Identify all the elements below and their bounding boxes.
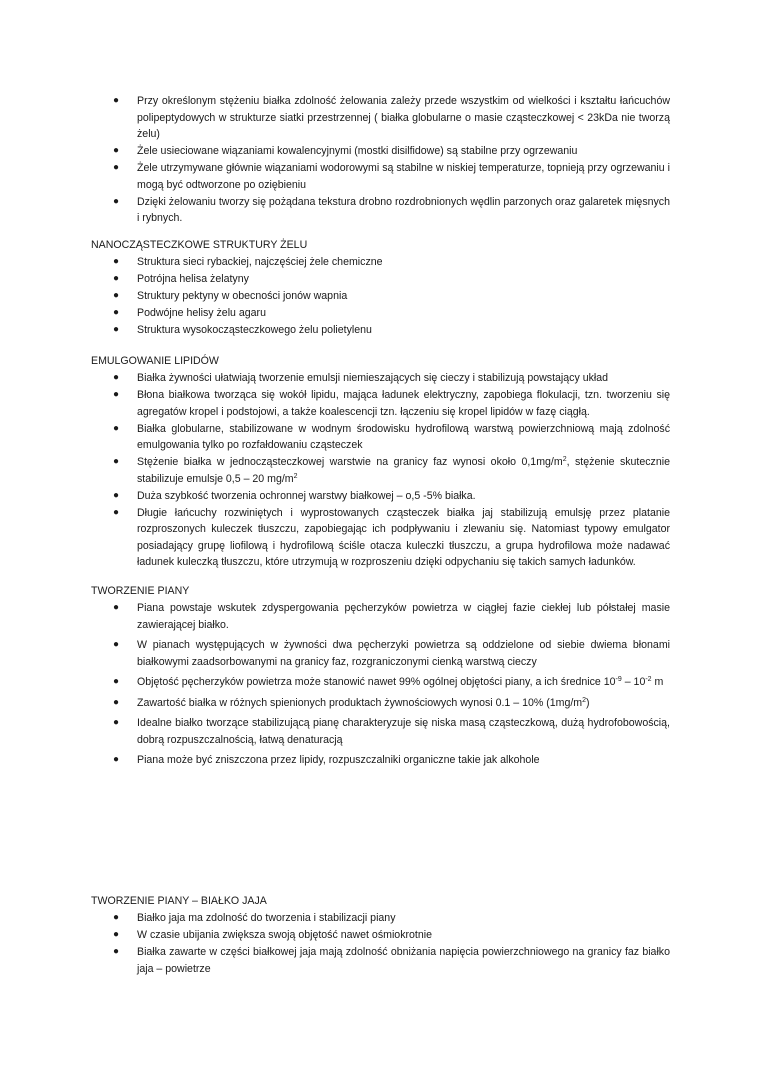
list-item: ● Zawartość białka w różnych spienionych produktach żywnościowych wynosi 0.1 – 10% $(1mg/m^2)$ [0,695,670,712]
list-item: ● Potrójna helisa żelatyny [0,271,670,288]
section-heading: TWORZENIE PIANY – BIAŁKO JAJA [91,895,267,907]
list-item: ● Struktura sieci rybackiej, najczęściej żele chemiczne [0,254,670,271]
list-item: ● Duża szybkość tworzenia ochronnej warstwy białkowej – o,5 -5% białka. [0,488,670,505]
bullet-icon: ● [113,489,120,501]
bullet-list [0,910,760,978]
bullet-icon: ● [113,290,120,301]
list-item: ● Białka żywności ułatwiają tworzenie emulsji niemieszających się cieczy i stabilizują powstający układ [0,370,670,387]
list-item: ● Idealne białko tworzące stabilizującą pianę charakteryzuje się niska masą cząsteczkową, dużą hydrofobowością, dobrą rozpuszczalnością, łatwą denaturacją [113,717,670,746]
list-item: ● Stężenie białka w jednocząsteczkowej warstwie na granicy faz wynosi około $0,1mg/m^2$, stężenie skutecznie stabilizuje emulsje 0,5 – 20 $mg/m^2$ [113,456,670,485]
bullet-icon: ● [113,456,120,467]
list-item: ● Struktury pektyny w obecności jonów wapnia [0,288,670,305]
bullet-icon: ● [113,307,120,318]
list-item: ● Piana powstaje wskutek zdyspergowania pęcherzyków powietrza w ciągłej fazie ciekłej lub półstałej masie zawierającej białko. [113,602,670,631]
list-item: ● Żele utrzymywane głównie wiązaniami wodorowymi są stabilne w niskiej temperaturze, topnieją przy ogrzewaniu i mogą być odtworzone po oziębieniu [113,162,670,191]
bullet-icon: ● [113,256,120,267]
bullet-list [0,600,760,773]
bullet-list [0,254,760,339]
list-item: ● Białko jaja ma zdolność do tworzenia i stabilizacji piany [0,910,670,927]
bullet-icon: ● [113,506,120,518]
list-item: ● W pianach występujących w żywności dwa pęcherzyki powietrza są oddzielone od siebie dwiema błonami białkowymi zaadsorbowanymi na granicy faz, rozgraniczonymi cienką warstwą cieczy [113,639,670,668]
section-heading: TWORZENIE PIANY [91,585,190,597]
bullet-icon: ● [113,946,120,957]
bullet-icon: ● [113,95,120,106]
bullet-icon: ● [113,676,120,687]
bullet-icon: ● [113,389,120,400]
bullet-icon: ● [113,162,120,173]
list-item: ● Objętość pęcherzyków powietrza może stanowić nawet 99% ogólnej objętości piany, a ich średnice $10^{-9} - 10^{-2}$ m [0,674,670,691]
bullet-icon: ● [113,195,120,207]
bullet-icon: ● [113,145,120,156]
list-item: ● Podwójne helisy żelu agaru [0,305,670,322]
bullet-icon: ● [113,273,120,284]
list-item: ● Przy określonym stężeniu białka zdolność żelowania zależy przede wszystkim od wielkości i kształtu łańcuchów polipeptydowych w strukturze siatki przestrzennej ( białka globularne o masie cząsteczkowej < 23kDa nie tworzą żelu) [113,95,670,140]
bullet-icon: ● [113,696,120,708]
list-item: ● Błona białkowa tworząca się wokół lipidu, mająca ładunek elektryczny, zapobiega flokulacji, tzn. tworzeniu się agregatów kropel i podstojowi, a także koalescencji tzn. łączeniu się kropel lipidów w fazę ciągłą. [113,389,670,418]
list-item: ● Dzięki żelowaniu tworzy się pożądana tekstura drobno rozdrobnionych wędlin parzonych oraz galaretek mięsnych i rybnych. [113,195,670,224]
list-item: ● W czasie ubijania zwiększa swoją objętość nawet ośmiokrotnie [0,927,670,944]
section-heading: EMULGOWANIE LIPIDÓW [91,355,219,367]
bullet-icon: ● [113,754,120,765]
bullet-icon: ● [113,602,120,613]
list-item: ● Struktura wysokocząsteczkowego żelu polietylenu [0,322,670,339]
bullet-icon: ● [113,912,120,923]
section-heading: NANOCZĄSTECZKOWE STRUKTURY ŻELU [91,239,308,251]
bullet-list [0,93,760,227]
bullet-icon: ● [113,324,120,335]
bullet-list [0,370,760,571]
bullet-icon: ● [113,422,120,434]
bullet-icon: ● [113,717,120,728]
list-item: ● Piana może być zniszczona przez lipidy, rozpuszczalniki organiczne takie jak alkohole [0,752,670,769]
list-item: ● Żele usieciowane wiązaniami kowalencyjnymi (mostki disilfidowe) są stabilne przy ogrzewaniu [0,143,670,160]
list-item: ● Długie łańcuchy rozwiniętych i wyprostowanych cząsteczek białka jaj stabilizują emulsję przez platanie rozproszonych kuleczek tłuszczu, zapobiegając ich podpływaniu i zlewaniu się. Natomiast typowy emulgator posiadający grupę liofilową i hydrofilową ściśle otacza kuleczki tłuszczu, a grupa hydrofilowa może nadawać ładunek kuleczką tłuszczu, które utrzymują w rozproszeniu dzięki odpychaniu się takich samych ładunków. [113,506,670,568]
bullet-icon: ● [113,639,120,650]
list-item: ● Białka globularne, stabilizowane w wodnym środowisku hydrofilową warstwą powierzchniową mają zdolność emulgowania tylko po rozfałdowaniu cząsteczek [113,422,670,451]
list-item: ● Białka zawarte w części białkowej jaja mają zdolność obniżania napięcia powierzchniowego na granicy faz białko jaja – powietrze [113,946,670,975]
bullet-icon: ● [113,929,120,940]
bullet-icon: ● [113,372,120,383]
